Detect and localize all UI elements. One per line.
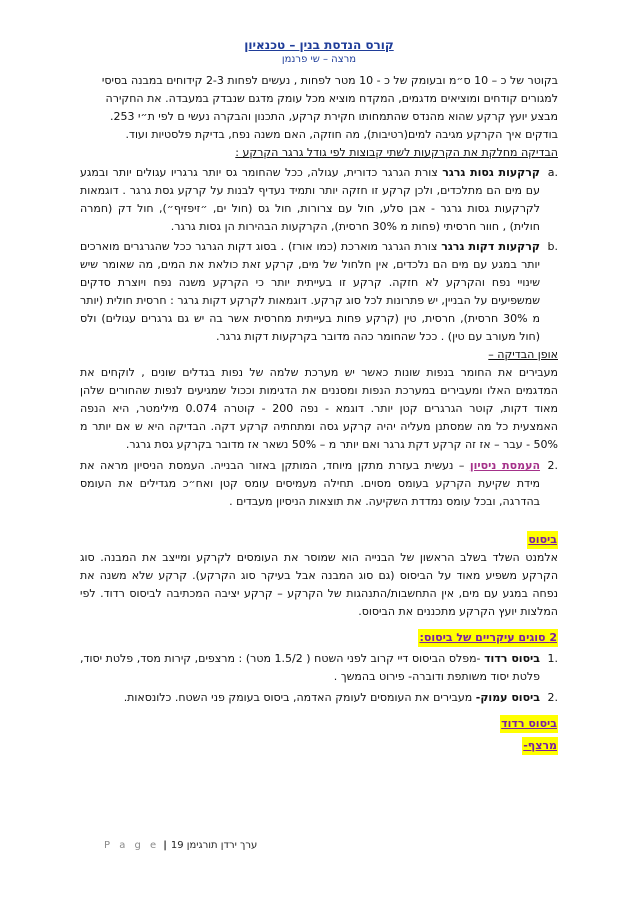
- intro-line-2: למגורים קודחים ומוציאים מדגמים, המקדח מוציא מכל עומק מדגם שנבדק במעבדה. את החקירה: [105, 92, 558, 105]
- page-footer: [100, 840, 588, 851]
- intro-line-3: מבצע יועץ קרקע שהוא מהנדס שהתמחותו חקירת קרקע, התכנון והבקרה נעשי ם לפי ת״י 253.: [110, 110, 558, 123]
- list-marker: .b: [547, 240, 558, 253]
- list-item-body: [80, 238, 540, 346]
- tiles-heading: מרצף-: [522, 737, 558, 755]
- test-method-heading: אופן הבדיקה –: [488, 348, 558, 361]
- main-content: [80, 72, 558, 755]
- test-method-text: מעבירים את החומר בנפות שונות כאשר יש מערכת שלמה של נפות בגדלים שונים , לוקחים את המדגמים האלו ומעבירים במערכת הנפות ומסננים את הדגימות וככול שמגיעים לנפות שהחורים שלהן מאוד דקות, קוטר הגרגרים קטן יותר. דוגמא - נפה 200 - קוטרה 0.074 מילימטר, היא הנפה האמצעית כל מה שמסתנן מעליה יהיה קרקע גסה ומתחתיה קרקע דקה. הבדיקה היא ש אם יותר מ 50% - עבר – אז זה קרקע דקת גרגר ואם יותר מ – 50% נשאר אז מדובר בקרקע גסת גרגר.: [80, 366, 558, 451]
- page-label: P a g e: [104, 840, 160, 851]
- page-number: 19: [170, 840, 184, 851]
- classification-intro: הבדיקה מחלקת את הקרקעות לשתי קבוצות לפי גודל גרגר הקרקע :: [235, 146, 558, 159]
- foundation-heading: ביסוס: [527, 531, 558, 549]
- coarse-soil-description: צורת הגרגר כדורית, עגולה, ככל שהחומר גס יותר גרגריו עגולים יותר ובמגע עם מים הם מתלכדים, ולכן קרקע זו חזקה יותר ותמיד נעדיף לבנות על קרקע גסת גרגר . דוגמאות לקרקעות גסות גרגר - אבן סלע, חול עם צרורות, חול גס (חול ים, ״זיפזיף״), חול דק (חמרה חולית) , חוור חרסיתי (פחות מ 30% חרסית), הקרקעות הבהירות הן גסות גרגר.: [80, 166, 540, 233]
- foundation-type-deep: [80, 689, 558, 707]
- lecturer-subtitle: מרצה – שי פרנמן: [281, 54, 357, 65]
- shallow-foundation-term: ביסוס רדוד: [484, 652, 541, 665]
- load-test-term: העמסת ניסיון: [469, 459, 541, 472]
- shallow-foundation-description: -מפלס הביסוס דיי קרוב לפני השטח ( 1.5/2 מטר) : מרצפים, קירות מסד, פלטת יסוד, פלטת יסוד משותפת ודוברה- פירוט בהמשך .: [80, 652, 540, 683]
- shallow-foundation-heading: ביסוס רדוד: [500, 715, 558, 733]
- footer-divider: |: [163, 840, 167, 851]
- list-marker: .2: [547, 459, 558, 472]
- list-marker: .2: [547, 691, 558, 704]
- list-item-body: [80, 457, 540, 511]
- load-test-item: [80, 457, 558, 511]
- coarse-soil-term: קרקעות גסות גרגר: [442, 166, 540, 179]
- list-item-body: [80, 689, 540, 707]
- footer-author: ערך ירדן תורגימן: [186, 840, 258, 851]
- page-header: [0, 38, 638, 65]
- foundation-type-shallow: [80, 650, 558, 686]
- list-item-body: [80, 650, 540, 686]
- intro-line-1: בקוטר של כ – 10 ס״מ ובעומק של כ - 10 מטר לפחות , נעשים לפחות 2-3 קידוחים במבנה בסיסי: [101, 74, 558, 87]
- course-title: קורס הנדסת בנין – טכנאיון: [244, 38, 394, 52]
- intro-line-4: בודקים איך הקרקע מגיבה למים(רטיבות), מה חוזקה, האם משנה נפח, בדיקת פלסטיות ועוד.: [125, 128, 558, 141]
- deep-foundation-description: מעבירים את העומסים לעומק האדמה, ביסוס בעומק פני השטח. כלונסאות.: [123, 691, 476, 704]
- soil-group-fine: [80, 238, 558, 346]
- fine-soil-description: צורת הגרגר מוארכת (כמו אורז) . בסוג דקות הגרגר ככל שהגרגרים מוארכים יותר במגע עם מים הם נלכדים, אין חלחול של מים, קרקע זאת כולאת את המים, מה שאומר שיש שינויי נפח והקרקע לא חזקה. קרקע זו בעייתית יותר כי הקרקע משנה נפח ויוצרת סדקים שמשפיעים על הבניין, יש פתרונות לכל סוג קרקע. דוגמאות לקרקע דקות גרגר : חרסית חולית (יותר מ 30% חרסית), חרסית, טין (קרקע פחות בעייתית מחרסית אשר בה יש גם גרגרים עגולים) ולס (חול מעורב עם טין) . ככל שהחומר כהה מדובר בקרקעות דקות גרגר.: [80, 240, 541, 343]
- load-test-description: – נעשית בעזרת מתקן מיוחד, המותקן באזור הבנייה. העמסת הניסיון מראה את מידת שקיעת הקרקע בעומס מסוים. תחילה מעמיסים עומס קטן ואח״כ מגדילים את העומס בהדרגה, ובכל עומס נמדדת השקיעה. את תוצאות הניסיון מעבדים .: [80, 459, 540, 508]
- list-marker: .1: [547, 652, 558, 665]
- foundation-types-heading: 2 סוגים עיקריים של ביסוס:: [418, 629, 558, 647]
- soil-group-coarse: [80, 164, 558, 236]
- fine-soil-term: קרקעות דקות גרגר: [441, 240, 540, 253]
- list-marker: .a: [547, 166, 558, 179]
- deep-foundation-term: ביסוס עמוק-: [475, 691, 540, 704]
- foundation-text: אלמנט השלד בשלב הראשון של הבנייה הוא שמוסר את העומסים לקרקע ומייצב את המבנה. סוג הקרקע משפיע מאוד על הביסוס (גם סוג המבנה אבל בעיקר סוג הקרקע). קרקע שלא משנה את נפחה במגע עם מים, אין התחשבות/התנהגות של הקרקע – קרקע יציבה המכתיבה לביסוס רדוד. לפי המלצות יועץ הקרקע מתכננים את הביסוס.: [80, 551, 558, 618]
- list-item-body: [80, 164, 540, 236]
